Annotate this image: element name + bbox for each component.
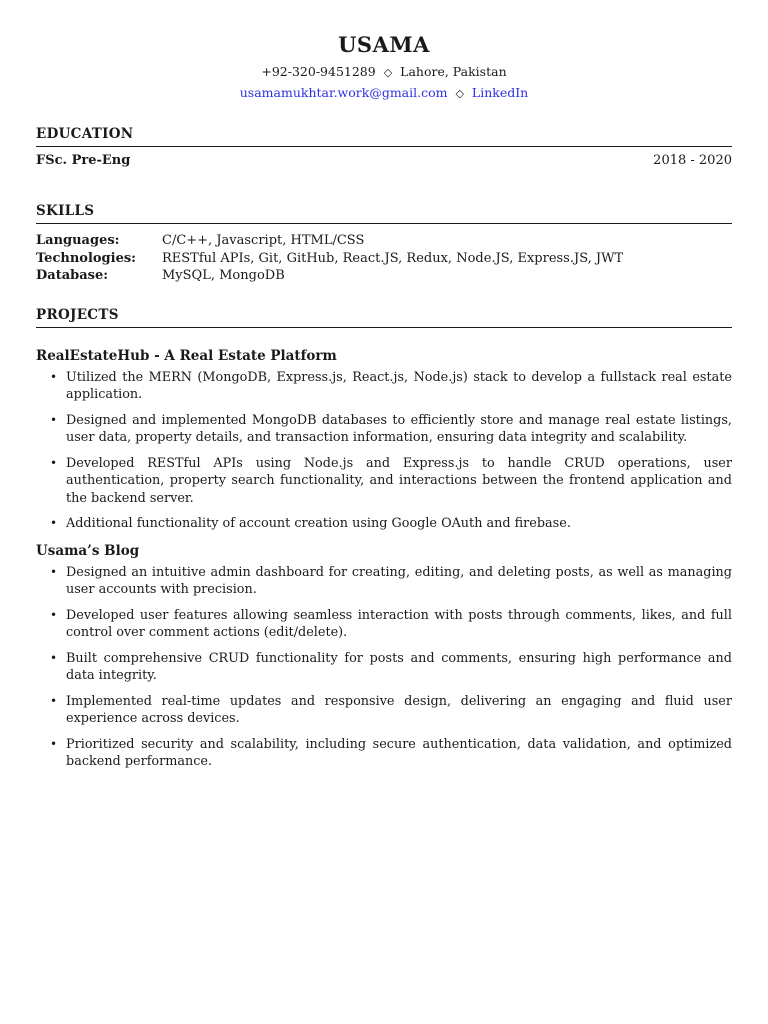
skill-label: Languages: xyxy=(36,233,120,248)
skills-table xyxy=(36,232,732,285)
contact-line-phone-location xyxy=(36,62,732,83)
linkedin-link[interactable]: LinkedIn xyxy=(471,85,529,100)
list-item xyxy=(50,515,732,533)
education-years: 2018 - 2020 xyxy=(653,153,732,168)
list-item xyxy=(50,736,732,771)
project-bullets xyxy=(36,369,732,533)
skill-row-technologies xyxy=(36,250,732,268)
bullet-icon: • xyxy=(50,607,58,622)
skill-row-languages xyxy=(36,232,732,250)
bullet-text: Additional functionality of account creation using Google OAuth and firebase. xyxy=(66,516,571,531)
skill-value: MySQL, MongoDB xyxy=(162,268,285,283)
skills-section xyxy=(36,203,732,285)
candidate-name: USAMA xyxy=(338,32,430,57)
bullet-text: Designed and implemented MongoDB databases to efficiently store and manage real estate listings, user data, property details, and transaction information, ensuring data integrity and scalability. xyxy=(66,412,732,445)
skill-label: Database: xyxy=(36,268,109,283)
project-title-realestatehub: RealEstateHub - A Real Estate Platform xyxy=(36,347,337,364)
skill-label: Technologies: xyxy=(36,250,136,266)
skill-value: C/C++, Javascript, HTML/CSS xyxy=(162,233,365,248)
education-section xyxy=(36,126,732,169)
email-link[interactable]: usamamukhtar.work@gmail.com xyxy=(239,85,448,100)
bullet-icon: • xyxy=(50,516,58,530)
list-item xyxy=(50,564,732,599)
bullet-icon: • xyxy=(50,455,58,470)
bullet-icon: • xyxy=(50,693,58,708)
projects-section xyxy=(36,307,732,771)
bullet-text: Developed user features allowing seamless interaction with posts through comments, likes, and full control over comment actions (edit/delete). xyxy=(66,607,732,640)
bullet-icon: • xyxy=(50,369,58,384)
list-item xyxy=(50,369,732,404)
skill-value: RESTful APIs, Git, GitHub, React.JS, Redux, Node.JS, Express.JS, JWT xyxy=(162,250,624,266)
bullet-icon: • xyxy=(50,412,58,427)
list-item xyxy=(50,455,732,508)
projects-heading: PROJECTS xyxy=(36,307,732,328)
diamond-separator-icon: ◇ xyxy=(455,87,464,100)
project-bullets xyxy=(36,564,732,771)
bullet-icon: • xyxy=(50,736,58,751)
list-item xyxy=(50,650,732,685)
bullet-text: Implemented real-time updates and responsive design, delivering an engaging and fluid user experience across devices. xyxy=(66,693,732,726)
education-entry xyxy=(36,153,732,169)
phone-number: +92-320-9451289 xyxy=(261,64,376,79)
list-item xyxy=(50,693,732,728)
education-heading: EDUCATION xyxy=(36,126,732,147)
list-item xyxy=(50,607,732,642)
resume-header xyxy=(36,0,732,104)
bullet-text: Utilized the MERN (MongoDB, Express.js, React.js, Node.js) stack to develop a fullstack real estate application. xyxy=(66,369,732,402)
location: Lahore, Pakistan xyxy=(400,64,507,79)
bullet-icon: • xyxy=(50,564,58,579)
diamond-separator-icon: ◇ xyxy=(383,66,393,79)
education-degree: FSc. Pre-Eng xyxy=(36,153,131,168)
bullet-text: Prioritized security and scalability, including secure authentication, data validation, and optimized backend performance. xyxy=(66,736,732,769)
project-title-usamas-blog: Usama’s Blog xyxy=(36,542,140,559)
bullet-icon: • xyxy=(50,650,58,665)
skills-heading: SKILLS xyxy=(36,203,732,224)
list-item xyxy=(50,412,732,447)
bullet-text: Designed an intuitive admin dashboard for creating, editing, and deleting posts, as well as managing user accounts with precision. xyxy=(66,564,732,597)
bullet-text: Built comprehensive CRUD functionality for posts and comments, ensuring high performance and data integrity. xyxy=(66,650,732,683)
skill-row-database xyxy=(36,267,732,285)
contact-line-links xyxy=(36,83,732,104)
bullet-text: Developed RESTful APIs using Node.js and Express.js to handle CRUD operations, user authentication, property search functionality, and interactions between the frontend application and the backend server. xyxy=(66,455,732,506)
